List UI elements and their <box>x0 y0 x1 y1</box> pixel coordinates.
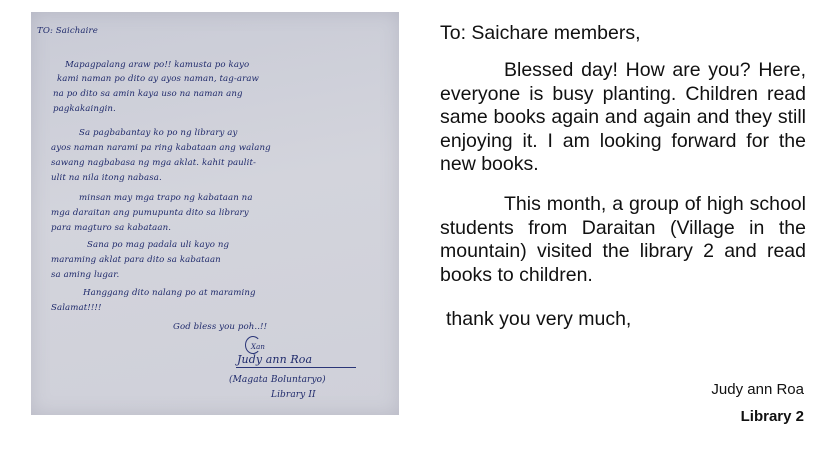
hw-line: para magturo sa kabataan. <box>51 223 172 233</box>
typed-letter <box>440 22 806 331</box>
hw-line: minsan may mga trapo ng kabataan na <box>79 193 253 203</box>
letter-paragraph-2: This month, a group of high school students from Daraitan (Village in the mountain) visited the library 2 and read books to children. <box>440 193 806 286</box>
hw-line: sawang nagbabasa ng mga aklat. kahit paulit- <box>51 158 257 168</box>
hw-line: ulit na nila itong nabasa. <box>51 173 162 183</box>
hw-line: Hanggang dito nalang po at maraming <box>83 288 256 298</box>
hw-line: God bless you poh..!! <box>173 322 268 332</box>
handwritten-letter-photo <box>31 12 399 415</box>
letter-greeting: To: Saichare members, <box>440 22 641 44</box>
letter-closing: thank you very much, <box>446 308 632 331</box>
hw-line: ayos naman narami pa ring kabataan ang walang <box>51 143 271 153</box>
sender-library: Library 2 <box>740 408 804 425</box>
hw-line: pagkakaingin. <box>53 104 116 114</box>
signature-line <box>236 367 356 368</box>
hw-line: maraming aklat para dito sa kabataan <box>51 255 221 265</box>
signature-name: Judy ann Roa <box>237 353 313 366</box>
hw-line: mga daraitan ang pumupunta dito sa library <box>51 208 249 218</box>
hw-line: kami naman po dito ay ayos naman, tag-araw <box>57 74 259 84</box>
hw-line: TO: Saichaire <box>37 26 98 36</box>
signature-library: Library II <box>271 390 316 400</box>
sender-name: Judy ann Roa <box>711 381 804 398</box>
letter-paragraph-1: Blessed day! How are you? Here, everyone is busy planting. Children read same books again and again and they still enjoying it. I am looking forward for the new books. <box>440 59 806 176</box>
signature-prefix: Xan <box>251 343 265 351</box>
signature-title: (Magata Boluntaryo) <box>229 375 326 385</box>
hw-line: Salamat!!!! <box>51 303 102 313</box>
hw-line: sa aming lugar. <box>51 270 120 280</box>
hw-line: Sana po mag padala uli kayo ng <box>87 240 230 250</box>
hw-line: Mapagpalang araw po!! kamusta po kayo <box>65 60 250 70</box>
hw-line: Sa pagbabantay ko po ng library ay <box>79 128 238 138</box>
hw-line: na po dito sa amin kaya uso na naman ang <box>53 89 243 99</box>
